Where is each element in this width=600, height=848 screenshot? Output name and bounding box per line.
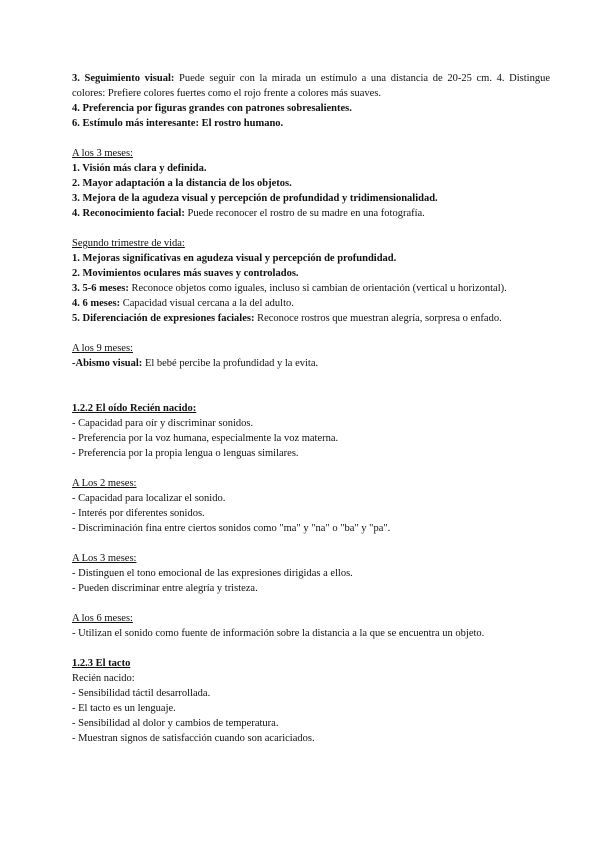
list-item: - Pueden discriminar entre alegría y tristeza.	[72, 583, 258, 594]
list-item: - Muestran signos de satisfacción cuando son acariciados.	[72, 733, 315, 744]
item-text: Puede seguir con la mirada un estímulo a una distancia de 20-25 cm. 4. Distingue colores: Prefiere colores fuertes como el rojo frente a colores más suaves.	[72, 73, 550, 99]
section-heading: Segundo trimestre de vida:	[72, 238, 185, 249]
list-item: - Capacidad para oír y discriminar sonidos.	[72, 418, 254, 429]
section-subtitle: Recién nacido:	[72, 673, 135, 684]
list-item: - El tacto es un lenguaje.	[72, 703, 176, 714]
list-item: - Sensibilidad táctil desarrollada.	[72, 688, 211, 699]
list-item: - Utilizan el sonido como fuente de información sobre la distancia a la que se encuentra un objeto.	[72, 628, 485, 639]
list-item: - Capacidad para localizar el sonido.	[72, 493, 226, 504]
list-item: - Discriminación fina entre ciertos sonidos como "ma" y "na" o "ba" y "pa".	[72, 523, 391, 534]
list-item: 1. Mejoras significativas en agudeza visual y percepción de profundidad.	[72, 253, 397, 264]
list-item: - Sensibilidad al dolor y cambios de temperatura.	[72, 718, 279, 729]
list-item	[72, 116, 550, 131]
section-heading: A Los 3 meses:	[72, 553, 137, 564]
section-heading: A los 3 meses:	[72, 148, 133, 159]
list-item: 3. Mejora de la agudeza visual y percepción de profundidad y tridimensionalidad.	[72, 193, 438, 204]
section-heading: A los 9 meses:	[72, 343, 133, 354]
list-item: 3. 5-6 meses: Reconoce objetos como iguales, incluso si cambian de orientación (vertical u horizontal).	[72, 283, 507, 294]
list-item: - Preferencia por la voz humana, especialmente la voz materna.	[72, 433, 339, 444]
item-bold: 6. Estímulo más interesante: El rostro humano.	[72, 118, 284, 129]
list-item: - Preferencia por la propia lengua o lenguas similares.	[72, 448, 299, 459]
list-item: -Abismo visual: El bebé percibe la profundidad y la evita.	[72, 358, 319, 369]
list-item: 2. Mayor adaptación a la distancia de los objetos.	[72, 178, 292, 189]
item-bold: 4. Preferencia por figuras grandes con patrones sobresalientes.	[72, 103, 352, 114]
list-item: - Distinguen el tono emocional de las expresiones dirigidas a ellos.	[72, 568, 353, 579]
list-item	[72, 101, 550, 116]
paragraph-visual-tracking	[72, 71, 550, 101]
list-item: 4. 6 meses: Capacidad visual cercana a la del adulto.	[72, 298, 294, 309]
list-item: 5. Diferenciación de expresiones faciales: Reconoce rostros que muestran alegría, sorpresa o enfado.	[72, 313, 502, 324]
list-item: - Interés por diferentes sonidos.	[72, 508, 205, 519]
list-item: 4. Reconocimiento facial: Puede reconocer el rostro de su madre en una fotografía.	[72, 208, 425, 219]
section-heading: A los 6 meses:	[72, 613, 133, 624]
section-title-touch: 1.2.3 El tacto	[72, 658, 131, 669]
section-title-hearing: 1.2.2 El oído Recién nacido:	[72, 403, 197, 414]
section-heading: A Los 2 meses:	[72, 478, 137, 489]
item-bold: 3. Seguimiento visual:	[72, 73, 175, 84]
list-item: 1. Visión más clara y definida.	[72, 163, 207, 174]
list-item: 2. Movimientos oculares más suaves y controlados.	[72, 268, 299, 279]
